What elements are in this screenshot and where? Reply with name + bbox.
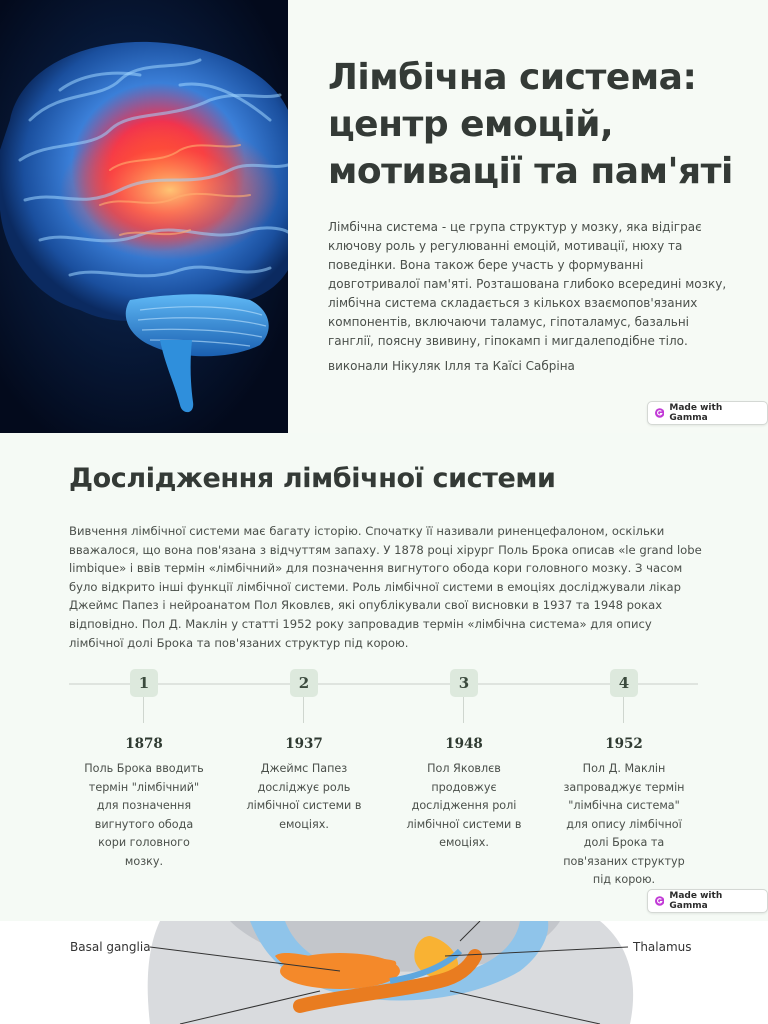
timeline-year: 1948 — [445, 736, 483, 752]
badge-label: Made with Gamma — [669, 891, 723, 911]
brain-illustration — [0, 0, 288, 433]
timeline-text: Пол Д. Маклін запроваджує термін "лімбічна система" для опису лімбічної долі Брока та пов'язаних структур під корою. — [563, 762, 685, 886]
label-thalamus: Thalamus — [633, 940, 692, 954]
label-basal-ganglia: Basal ganglia — [70, 940, 151, 954]
timeline-number: 3 — [450, 669, 478, 697]
badge-label: Made with Gamma — [669, 403, 723, 423]
timeline-number: 4 — [610, 669, 638, 697]
timeline-text: Поль Брока вводить термін "лімбічний" для позначення вигнутого обода кори головного мозку. — [84, 762, 204, 868]
timeline-text: Джеймс Папез досліджує роль лімбічної системи в емоціях. — [246, 762, 362, 831]
timeline-number: 1 — [130, 669, 158, 697]
timeline-stem — [623, 697, 624, 723]
timeline-year: 1878 — [125, 736, 163, 752]
limbic-diagram — [0, 921, 768, 1024]
timeline-stem — [303, 697, 304, 723]
timeline-number: 2 — [290, 669, 318, 697]
brain-image — [0, 0, 288, 433]
timeline-year: 1937 — [285, 736, 323, 752]
intro-paragraph: Лімбічна система - це група структур у мозку, яка відіграє ключову роль у регулюванні емоцій, мотивації, нюху та поведінки. Вона також бере участь у формуванні довготривалої пам'яті. Розташована глибоко всередині мозку, лімбічна система складається з кількох взаємопов'язаних компонентів, включаючи таламус, гіпоталамус, базальні ганглії, поясну звивину, гіпокамп і мигдалеподібне тіло. — [328, 220, 727, 348]
title-slide — [0, 0, 768, 433]
research-slide — [0, 433, 768, 921]
made-with-gamma-badge[interactable] — [647, 889, 768, 913]
anatomy-slide — [0, 921, 768, 1024]
section-title: Дослідження лімбічної системи — [69, 463, 556, 494]
timeline-stem — [463, 697, 464, 723]
page-title: Лімбічна система: центр емоцій, мотивації та пам'яті — [328, 57, 733, 192]
gamma-logo-icon — [655, 408, 664, 418]
timeline-year: 1952 — [605, 736, 643, 752]
timeline-text: Пол Яковлєв продовжує дослідження ролі лімбічної системи в емоціях. — [406, 762, 522, 849]
timeline-line — [69, 683, 698, 685]
made-with-gamma-badge[interactable] — [647, 401, 768, 425]
history-paragraph: Вивчення лімбічної системи має багату історію. Спочатку її називали риненцефалоном, оскільки вважалося, що вона пов'язана з відчуттям запаху. У 1878 році хірург Поль Брока описав «le grand lobe limbique» і ввів термін «лімбічний» для позначення вигнутого обода кори головного мозку. З часом було відкрито інші функції лімбічної системи. Роль лімбічної системи в емоціях досліджували лікар Джеймс Папез і нейроанатом Пол Яковлєв, які опублікували свої висновки в 1937 та 1948 роках відповідно. Пол Д. Маклін у статті 1952 року запровадив термін «лімбічна система» для опису лімбічної долі Брока та пов'язаних структур під корою. — [69, 524, 702, 650]
timeline-stem — [143, 697, 144, 723]
authors-line: виконали Нікуляк Ілля та Каїсі Сабріна — [328, 359, 575, 373]
gamma-logo-icon — [655, 896, 664, 906]
